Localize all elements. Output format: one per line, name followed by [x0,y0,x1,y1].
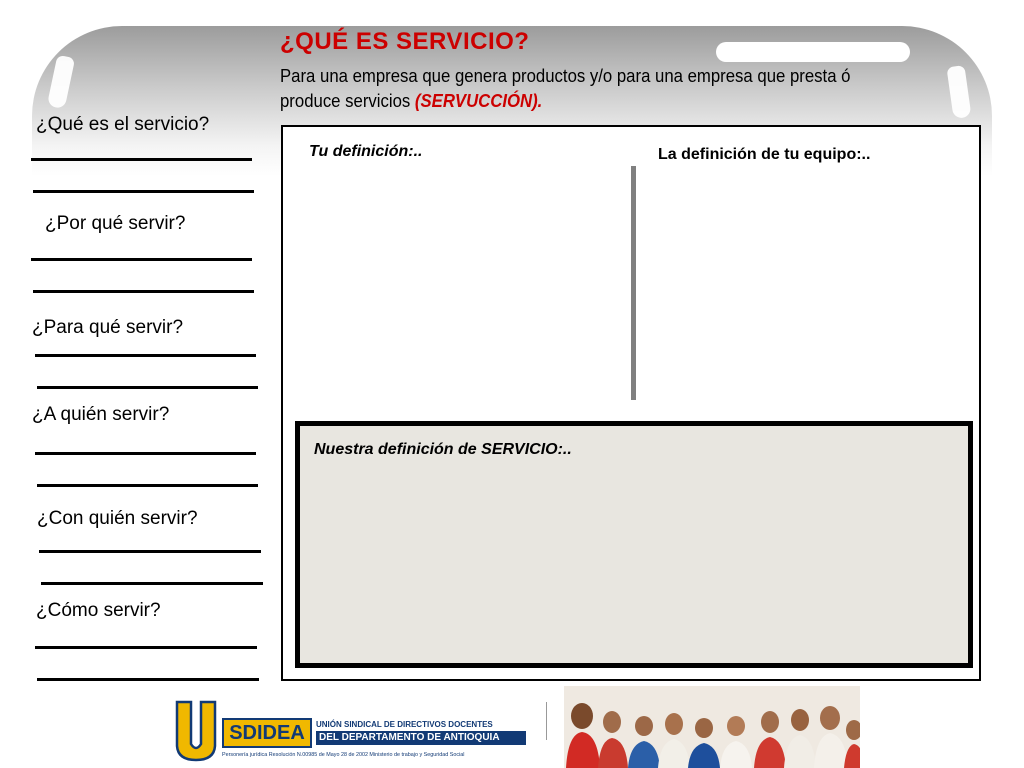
group-photo [564,686,860,768]
question-how-serve: ¿Cómo servir? [36,600,161,621]
page-subtitle [280,64,912,114]
question-what-is-service: ¿Qué es el servicio? [36,114,210,135]
answer-line[interactable] [35,354,256,357]
question-whom-serve: ¿A quién servir? [32,404,170,425]
logo-line1: UNIÓN SINDICAL DE DIRECTIVOS DOCENTES [316,720,493,729]
question-with-whom-serve: ¿Con quién servir? [37,508,198,529]
page-title: ¿QUÉ ES SERVICIO? [280,28,530,55]
logo-name: SDIDEA [222,718,312,748]
answer-line[interactable] [31,158,252,161]
column-divider [631,166,636,400]
answer-line[interactable] [37,678,259,681]
answer-line[interactable] [33,290,254,293]
our-definition-label: Nuestra definición de SERVICIO:.. [314,441,572,458]
logo-line3: Personería jurídica Resolución N.00985 de Mayo 28 de 2002 Ministerio de trabajo y Seguridad Social [222,752,465,758]
answer-line[interactable] [39,550,261,553]
your-definition-label: Tu definición:.. [309,143,423,160]
answer-line[interactable] [41,582,263,585]
question-why-serve: ¿Por qué servir? [45,213,186,234]
team-definition-label: La definición de tu equipo:.. [658,146,871,163]
union-logo [166,698,528,766]
question-what-for-serve: ¿Para qué servir? [32,317,184,338]
answer-line[interactable] [35,646,257,649]
answer-line[interactable] [33,190,254,193]
answer-line[interactable] [31,258,252,261]
answer-line[interactable] [37,386,258,389]
u-letter-icon [174,700,218,762]
subtitle-text: Para una empresa que genera productos y/o para una empresa que presta ó produce servicios [280,66,851,111]
subtitle-highlight: (SERVUCCIÓN). [414,91,543,111]
answer-line[interactable] [35,452,256,455]
logo-line2: DEL DEPARTAMENTO DE ANTIOQUIA [316,731,526,745]
group-photo-illustration [564,686,860,768]
footer-divider [546,702,547,740]
decorative-pill [716,42,910,62]
answer-line[interactable] [37,484,258,487]
